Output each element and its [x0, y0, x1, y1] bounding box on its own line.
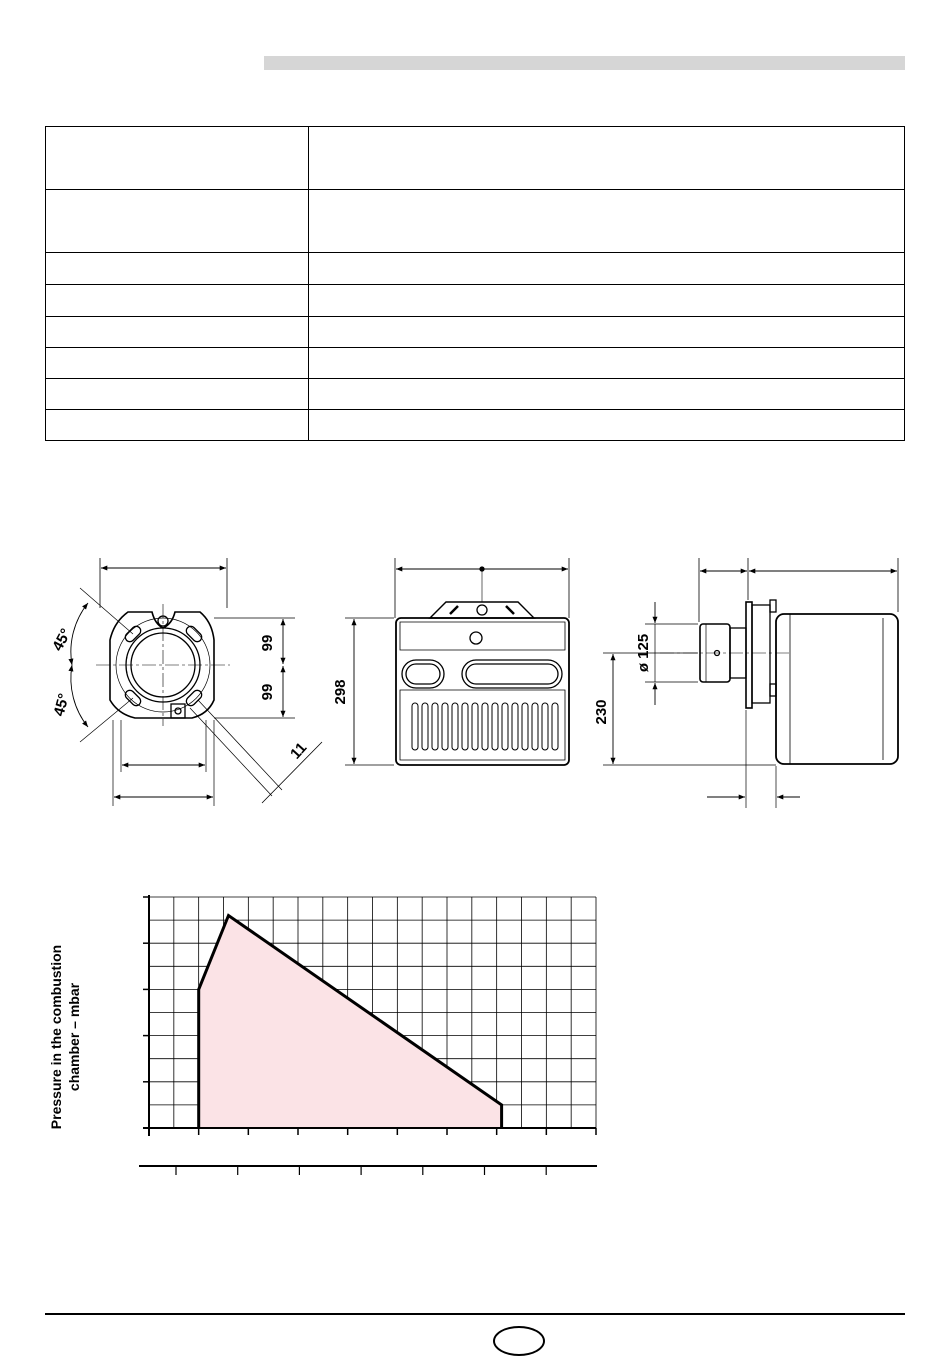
dim-298-label: 298 [332, 679, 349, 705]
page-number-badge [493, 1326, 545, 1356]
dim-diameter-label: ø 125 [635, 633, 652, 673]
dim-99-bottom-label: 99 [259, 683, 276, 701]
angle-bottom-label: 45° [50, 691, 73, 718]
chart-area [199, 916, 502, 1129]
footer-rule [45, 1313, 905, 1315]
firing-range-fill [199, 916, 502, 1129]
y-axis-label-line1: Pressure in the combustion [48, 944, 64, 1130]
angle-top-label: 45° [49, 625, 75, 654]
dim-99-top-label: 99 [259, 634, 276, 652]
chart-y-axis-label [30, 930, 100, 1145]
dim-11-label: 11 [287, 739, 311, 763]
dim-230-label: 230 [593, 699, 610, 725]
y-axis-label-line2: chamber – mbar [66, 982, 82, 1092]
